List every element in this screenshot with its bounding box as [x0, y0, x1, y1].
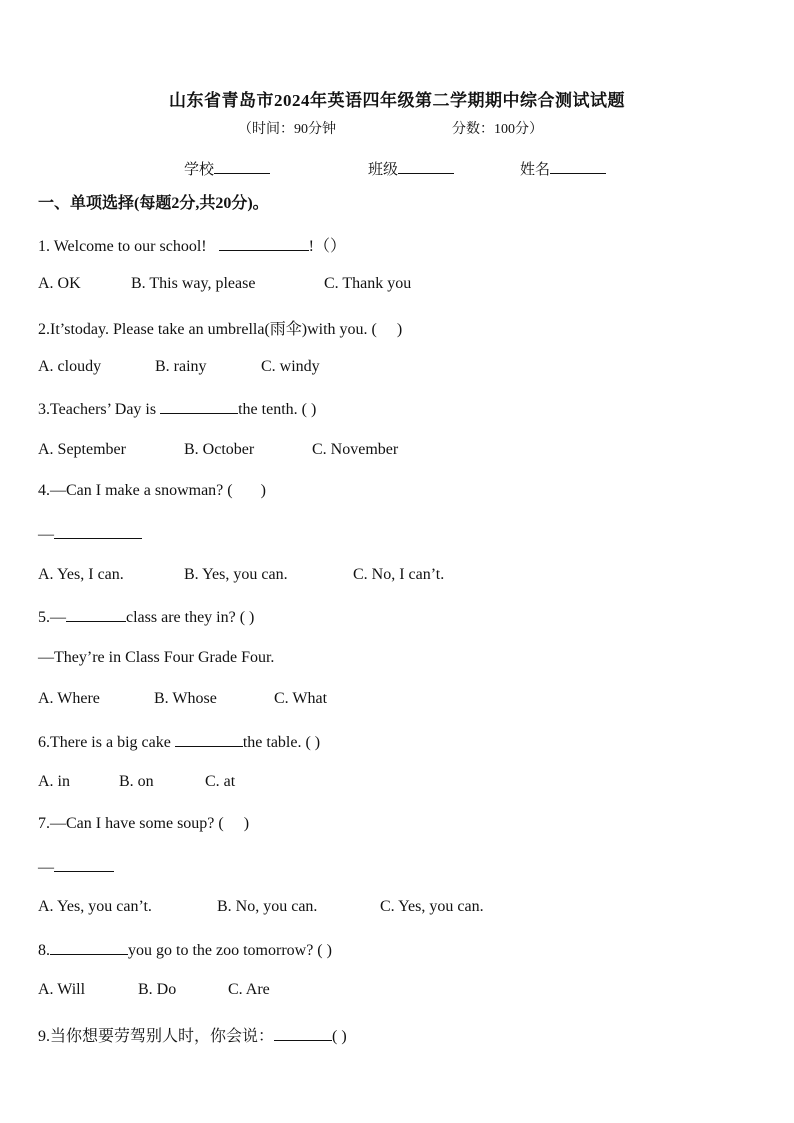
option-a: A. Yes, I can.: [38, 566, 124, 583]
question-8: [38, 940, 332, 960]
answer-dash: —: [38, 526, 54, 543]
answer-blank: [160, 399, 238, 414]
question-text: 9.当你想要劳驾别人时，你会说：: [38, 1028, 275, 1045]
question-text-end: class are they in? ( ): [126, 609, 255, 626]
question-text: 8.: [38, 942, 50, 959]
option-a: A. September: [38, 441, 126, 458]
question-text: 2.It’stoday. Please take an umbrella(雨伞)with you. (: [38, 321, 377, 338]
question-text-end: the table. ( ): [242, 734, 321, 751]
option-c: C. windy: [261, 358, 320, 375]
question-text: 3.Teachers’ Day is: [38, 401, 157, 418]
option-b: B. on: [119, 773, 154, 790]
options-7: [38, 898, 484, 916]
options-6: [38, 773, 235, 791]
question-text: 7.—Can I have some soup? (: [38, 815, 224, 832]
answer-blank: [219, 236, 309, 251]
option-b: B. This way, please: [131, 275, 256, 292]
option-b: B. Do: [138, 981, 177, 998]
answer-blank: [66, 607, 126, 622]
question-7: [38, 815, 249, 833]
option-b: B. No, you can.: [217, 898, 318, 915]
option-a: A. OK: [38, 275, 81, 292]
class-label: 班级: [368, 162, 399, 178]
options-3: [38, 441, 398, 459]
options-8: [38, 981, 270, 999]
exam-time: （时间：90分钟: [238, 122, 336, 137]
answer-blank: [175, 732, 243, 747]
options-5: [38, 690, 327, 708]
school-field: [184, 158, 270, 179]
answer-blank: [274, 1026, 332, 1041]
question-6: [38, 732, 320, 752]
question-text-end: the tenth. ( ): [238, 401, 317, 418]
answer-blank: [54, 857, 114, 872]
option-c: C. at: [205, 773, 236, 790]
question-text-end: !（）: [308, 238, 346, 255]
options-4: [38, 566, 444, 584]
class-blank: [398, 159, 454, 174]
option-b: B. Whose: [154, 690, 217, 707]
option-c: C. Thank you: [324, 275, 412, 292]
answer-text: —They’re in Class Four Grade Four.: [38, 649, 275, 666]
answer-line-5: [38, 649, 274, 667]
option-b: B. Yes, you can.: [184, 566, 288, 583]
section-heading: 一、单项选择(每题2分,共20分)。: [38, 195, 269, 212]
question-9: [38, 1023, 347, 1046]
class-field: [368, 158, 454, 179]
option-c: C. Yes, you can.: [380, 898, 484, 915]
question-4: [38, 482, 266, 500]
question-3: [38, 399, 316, 419]
question-2: [38, 316, 402, 339]
options-1: [38, 275, 411, 293]
answer-blank: [54, 524, 142, 539]
question-text: 1. Welcome to our school!: [38, 238, 207, 255]
option-c: C. What: [274, 690, 328, 707]
question-text: 6.There is a big cake: [38, 734, 171, 751]
options-2: [38, 358, 320, 376]
school-label: 学校: [184, 162, 215, 178]
question-1: [38, 233, 346, 256]
answer-line-7: [38, 857, 114, 877]
name-label: 姓名: [520, 162, 551, 178]
option-a: A. cloudy: [38, 358, 102, 375]
option-a: A. in: [38, 773, 70, 790]
option-b: B. October: [184, 441, 255, 458]
question-text-end: ): [396, 321, 403, 338]
question-text-end: you go to the zoo tomorrow? ( ): [128, 942, 332, 959]
option-c: C. Are: [228, 981, 270, 998]
answer-dash: —: [38, 859, 54, 876]
question-5: [38, 607, 254, 627]
answer-line-4: [38, 524, 142, 544]
option-c: C. No, I can’t.: [353, 566, 445, 583]
option-a: A. Will: [38, 981, 86, 998]
answer-blank: [50, 940, 128, 955]
question-text: 5.—: [38, 609, 66, 626]
school-blank: [214, 159, 270, 174]
question-text-end: ( ): [332, 1028, 347, 1045]
question-text-end: ): [260, 482, 266, 499]
option-b: B. rainy: [155, 358, 207, 375]
exam-score: 分数：100分）: [452, 122, 543, 137]
page-title: 山东省青岛市2024年英语四年级第二学期期中综合测试试题: [169, 91, 625, 110]
question-text: 4.—Can I make a snowman? (: [38, 482, 233, 499]
name-blank: [550, 159, 606, 174]
option-a: A. Where: [38, 690, 100, 707]
question-text-end: ): [243, 815, 250, 832]
option-c: C. November: [312, 441, 399, 458]
name-field: [520, 158, 606, 179]
option-a: A. Yes, you can’t.: [38, 898, 152, 915]
